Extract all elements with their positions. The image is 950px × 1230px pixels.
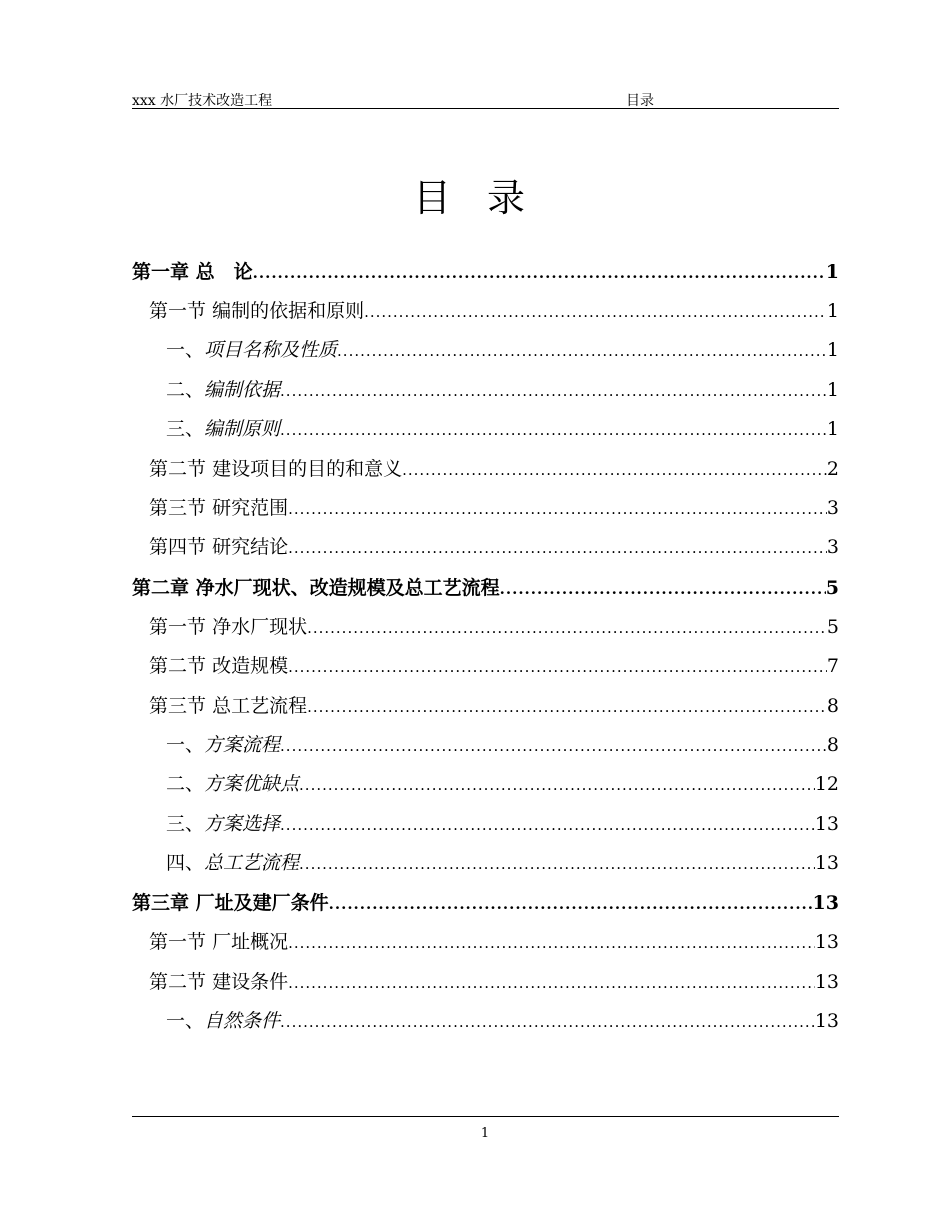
toc-entry-text: 研究范围 [212,496,289,519]
toc-entry-level-2[interactable] [132,647,839,686]
toc-dot-leader [280,1003,815,1042]
toc-entry-prefix: 一、 [166,733,205,756]
toc-entry-text: 方案优缺点 [204,773,300,796]
toc-entry-prefix: 第一节 [149,931,207,954]
toc-entry-prefix: 第三章 [132,892,190,915]
page-title: 目 录 [412,176,538,220]
toc-entry-text: 项目名称及性质 [204,339,338,362]
toc-entry-prefix: 二、 [166,773,205,796]
toc-dot-leader [299,845,815,884]
toc-entry-prefix: 一、 [166,339,205,362]
toc-entry-text: 建设条件 [212,970,289,993]
toc-page-number: 13 [814,852,839,875]
page-header [132,88,839,109]
toc-dot-leader [280,372,827,411]
toc-dot-leader [280,806,815,845]
toc-entry-label [166,331,337,370]
toc-entry-text: 编制原则 [204,418,281,441]
toc-entry-level-3[interactable] [132,410,839,449]
toc-entry-text: 总工艺流程 [212,694,308,717]
toc-entry-label [149,608,307,647]
toc-entry-label [132,883,329,923]
toc-entry-text: 总 论 [195,261,253,283]
toc-page-number: 13 [814,970,839,993]
toc-entry-text: 编制依据 [204,378,281,401]
toc-entry-level-3[interactable] [132,805,839,844]
toc-entry-label [132,568,500,608]
toc-entry-level-2[interactable] [132,608,839,647]
toc-entry-label [166,410,280,449]
toc-dot-leader [500,569,826,609]
toc-page-number: 5 [825,576,839,599]
toc-entry-level-3[interactable] [132,1002,839,1041]
toc-entry-prefix: 第四节 [149,536,207,559]
footer-rule [132,1116,839,1117]
toc-page-number: 1 [826,339,839,362]
header-section-title: 目录 [626,93,654,109]
toc-entry-level-3[interactable] [132,726,839,765]
toc-entry-level-2[interactable] [132,963,839,1002]
toc-entry-level-3[interactable] [132,371,839,410]
toc-page-number: 1 [825,261,839,283]
toc-dot-leader [288,964,815,1003]
toc-page-number: 5 [826,615,839,638]
toc-entry-level-3[interactable] [132,765,839,804]
toc-dot-leader [402,451,827,490]
toc-entry-label [166,726,280,765]
toc-entry-text: 改造规模 [212,655,289,678]
toc-dot-leader [288,490,827,529]
toc-dot-leader [288,648,827,687]
toc-entry-label [149,647,288,686]
toc-entry-prefix: 第二节 [149,457,207,480]
toc-entry-level-2[interactable] [132,450,839,489]
toc-page-number: 8 [826,733,839,756]
toc-dot-leader [253,253,826,293]
toc-page-number: 3 [826,496,839,519]
toc-entry-text: 编制的依据和原则 [212,300,365,322]
toc-entry-prefix: 第二章 [132,576,190,599]
toc-entry-prefix: 三、 [166,418,205,441]
toc-entry-text: 净水厂现状、改造规模及总工艺流程 [195,576,500,599]
toc-page-number: 2 [826,457,839,480]
toc-entry-label [166,844,299,883]
header-project-title: xxx 水厂技术改造工程 [132,93,273,109]
toc-entry-text: 方案选择 [204,812,281,835]
toc-entry-prefix: 二、 [166,378,205,401]
toc-page-number: 13 [814,1010,839,1033]
toc-dot-leader [329,884,813,924]
toc-entry-level-3[interactable] [132,331,839,370]
toc-entry-level-2[interactable] [132,292,839,331]
toc-entry-prefix: 四、 [166,852,205,875]
toc-entry-prefix: 第一节 [149,615,207,638]
toc-dot-leader [280,727,827,766]
toc-entry-label [149,687,307,726]
toc-dot-leader [307,688,827,727]
toc-entry-level-1[interactable] [132,883,839,923]
toc-entry-level-1[interactable] [132,568,839,608]
toc-entry-prefix: 第三节 [149,694,207,717]
toc-entry-level-2[interactable] [132,687,839,726]
toc-entry-prefix: 第一章 [132,261,190,283]
toc-entry-label [149,450,402,489]
toc-entry-label [149,489,288,528]
toc-entry-text: 总工艺流程 [204,852,300,875]
toc-entry-text: 研究结论 [212,536,289,559]
toc-entry-label [166,765,299,804]
toc-dot-leader [299,766,815,805]
toc-page-number: 1 [826,418,839,441]
toc-dot-leader [337,332,827,371]
toc-page-number: 3 [826,536,839,559]
toc-entry-level-3[interactable] [132,844,839,883]
toc-entry-level-2[interactable] [132,489,839,528]
toc-entry-level-2[interactable] [132,528,839,567]
toc-entry-label [149,528,288,567]
toc-dot-leader [364,293,827,332]
toc-entry-label [166,805,280,844]
toc-page-number: 12 [814,773,839,796]
toc-entry-prefix: 第二节 [149,655,207,678]
toc-entry-text: 建设项目的目的和意义 [212,457,403,480]
toc-entry-text: 方案流程 [204,733,281,756]
toc-entry-prefix: 第三节 [149,496,207,519]
toc-entry-level-2[interactable] [132,923,839,962]
toc-page-number: 8 [826,694,839,717]
toc-entry-text: 净水厂现状 [212,615,308,638]
table-of-contents [132,252,839,1042]
toc-dot-leader [288,924,815,963]
toc-entry-label [166,1002,280,1041]
toc-entry-level-1[interactable] [132,252,839,292]
toc-page-number: 13 [814,931,839,954]
toc-entry-prefix: 第二节 [149,970,207,993]
toc-dot-leader [280,411,827,450]
toc-page-number: 13 [814,812,839,835]
toc-entry-prefix: 三、 [166,812,205,835]
footer-page-number: 1 [480,1126,490,1141]
toc-entry-prefix: 一、 [166,1010,205,1033]
toc-page-number: 1 [826,300,839,322]
toc-dot-leader [288,529,827,568]
toc-entry-label [149,292,364,331]
toc-entry-prefix: 第一节 [149,300,207,322]
toc-dot-leader [307,609,827,648]
toc-entry-text: 厂址及建厂条件 [195,892,329,915]
toc-entry-label [132,252,253,292]
toc-entry-label [166,371,280,410]
toc-entry-text: 自然条件 [204,1010,281,1033]
toc-page-number: 7 [826,655,839,678]
toc-page-number: 13 [812,892,839,915]
toc-entry-text: 厂址概况 [212,931,289,954]
toc-entry-label [149,963,288,1002]
toc-page-number: 1 [826,378,839,401]
toc-entry-label [149,923,288,962]
